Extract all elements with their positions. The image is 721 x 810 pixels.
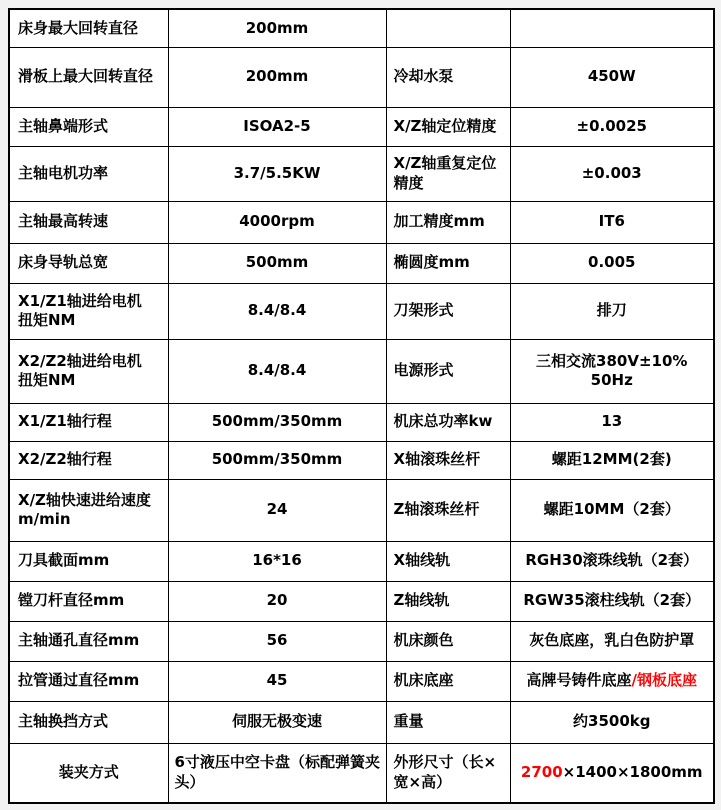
spec-value: 伺服无极变速 bbox=[168, 701, 386, 743]
spec-value: 8.4/8.4 bbox=[168, 339, 386, 403]
spec-value: 三相交流380V±10% 50Hz bbox=[510, 339, 714, 403]
spec-value bbox=[510, 743, 714, 803]
spec-label: 床身最大回转直径 bbox=[9, 9, 168, 47]
spec-label: X轴滚珠丝杆 bbox=[386, 441, 510, 479]
spec-value: 500mm bbox=[168, 243, 386, 283]
spec-label: 刀具截面mm bbox=[9, 541, 168, 581]
spec-label: X1/Z1轴进给电机扭矩NM bbox=[9, 283, 168, 339]
spec-label: 主轴电机功率 bbox=[9, 146, 168, 201]
spec-value: 16*16 bbox=[168, 541, 386, 581]
spec-value: 500mm/350mm bbox=[168, 441, 386, 479]
spec-value: 450W bbox=[510, 47, 714, 107]
spec-value: ISOA2-5 bbox=[168, 107, 386, 146]
spec-label: 机床颜色 bbox=[386, 621, 510, 661]
spec-label: 滑板上最大回转直径 bbox=[9, 47, 168, 107]
spec-value: 约3500kg bbox=[510, 701, 714, 743]
table-row bbox=[9, 201, 714, 243]
spec-value: 螺距10MM（2套） bbox=[510, 479, 714, 541]
spec-label: X/Z轴快速进给速度m/min bbox=[9, 479, 168, 541]
spec-value: ±0.003 bbox=[510, 146, 714, 201]
table-row bbox=[9, 403, 714, 441]
spec-label: 拉管通过直径mm bbox=[9, 661, 168, 701]
spec-value: IT6 bbox=[510, 201, 714, 243]
spec-value bbox=[510, 661, 714, 701]
spec-label: 主轴通孔直径mm bbox=[9, 621, 168, 661]
spec-value: 排刀 bbox=[510, 283, 714, 339]
spec-value-segment: 2700 bbox=[520, 763, 563, 781]
spec-label: 刀架形式 bbox=[386, 283, 510, 339]
spec-label: Z轴线轨 bbox=[386, 581, 510, 621]
table-row bbox=[9, 541, 714, 581]
spec-value: 200mm bbox=[168, 47, 386, 107]
table-row bbox=[9, 661, 714, 701]
spec-label: X1/Z1轴行程 bbox=[9, 403, 168, 441]
spec-value: 灰色底座，乳白色防护罩 bbox=[510, 621, 714, 661]
spec-label: X2/Z2轴行程 bbox=[9, 441, 168, 479]
spec-value: 500mm/350mm bbox=[168, 403, 386, 441]
spec-value: 200mm bbox=[168, 9, 386, 47]
table-row bbox=[9, 479, 714, 541]
spec-value: 4000rpm bbox=[168, 201, 386, 243]
spec-label: 重量 bbox=[386, 701, 510, 743]
spec-value-segment: ×1400×1800mm bbox=[562, 763, 703, 781]
table-row bbox=[9, 581, 714, 621]
spec-value: 56 bbox=[168, 621, 386, 661]
spec-label: X/Z轴重复定位精度 bbox=[386, 146, 510, 201]
spec-label: 主轴最高转速 bbox=[9, 201, 168, 243]
spec-label: 镗刀杆直径mm bbox=[9, 581, 168, 621]
table-row bbox=[9, 243, 714, 283]
table-row bbox=[9, 339, 714, 403]
table-row bbox=[9, 9, 714, 47]
spec-label: 床身导轨总宽 bbox=[9, 243, 168, 283]
spec-label: 外形尺寸（长×宽×高） bbox=[386, 743, 510, 803]
spec-value bbox=[510, 9, 714, 47]
table-row bbox=[9, 47, 714, 107]
spec-value: 螺距12MM(2套) bbox=[510, 441, 714, 479]
spec-label: 加工精度mm bbox=[386, 201, 510, 243]
table-row bbox=[9, 743, 714, 803]
spec-value: RGW35滚柱线轨（2套） bbox=[510, 581, 714, 621]
table-row bbox=[9, 107, 714, 146]
table-row bbox=[9, 621, 714, 661]
spec-label: 装夹方式 bbox=[9, 743, 168, 803]
spec-label: 机床底座 bbox=[386, 661, 510, 701]
spec-value: 0.005 bbox=[510, 243, 714, 283]
spec-label: 冷却水泵 bbox=[386, 47, 510, 107]
spec-label: Z轴滚珠丝杆 bbox=[386, 479, 510, 541]
spec-label: 主轴换挡方式 bbox=[9, 701, 168, 743]
spec-value: RGH30滚珠线轨（2套） bbox=[510, 541, 714, 581]
spec-label bbox=[386, 9, 510, 47]
spec-value: 8.4/8.4 bbox=[168, 283, 386, 339]
spec-label: X轴线轨 bbox=[386, 541, 510, 581]
spec-label: 主轴鼻端形式 bbox=[9, 107, 168, 146]
table-row bbox=[9, 146, 714, 201]
spec-value: 3.7/5.5KW bbox=[168, 146, 386, 201]
spec-label: X/Z轴定位精度 bbox=[386, 107, 510, 146]
spec-value: ±0.0025 bbox=[510, 107, 714, 146]
table-row bbox=[9, 283, 714, 339]
spec-table bbox=[8, 8, 715, 804]
spec-value: 6寸液压中空卡盘（标配弹簧夹头） bbox=[168, 743, 386, 803]
spec-value: 24 bbox=[168, 479, 386, 541]
spec-value-segment: 高牌号铸件底座 bbox=[526, 671, 632, 690]
spec-label: 椭圆度mm bbox=[386, 243, 510, 283]
spec-label: X2/Z2轴进给电机扭矩NM bbox=[9, 339, 168, 403]
spec-value: 20 bbox=[168, 581, 386, 621]
spec-value: 45 bbox=[168, 661, 386, 701]
spec-value-segment: /钢板底座 bbox=[631, 671, 697, 690]
spec-label: 电源形式 bbox=[386, 339, 510, 403]
spec-label: 机床总功率kw bbox=[386, 403, 510, 441]
table-row bbox=[9, 701, 714, 743]
table-row bbox=[9, 441, 714, 479]
spec-value: 13 bbox=[510, 403, 714, 441]
